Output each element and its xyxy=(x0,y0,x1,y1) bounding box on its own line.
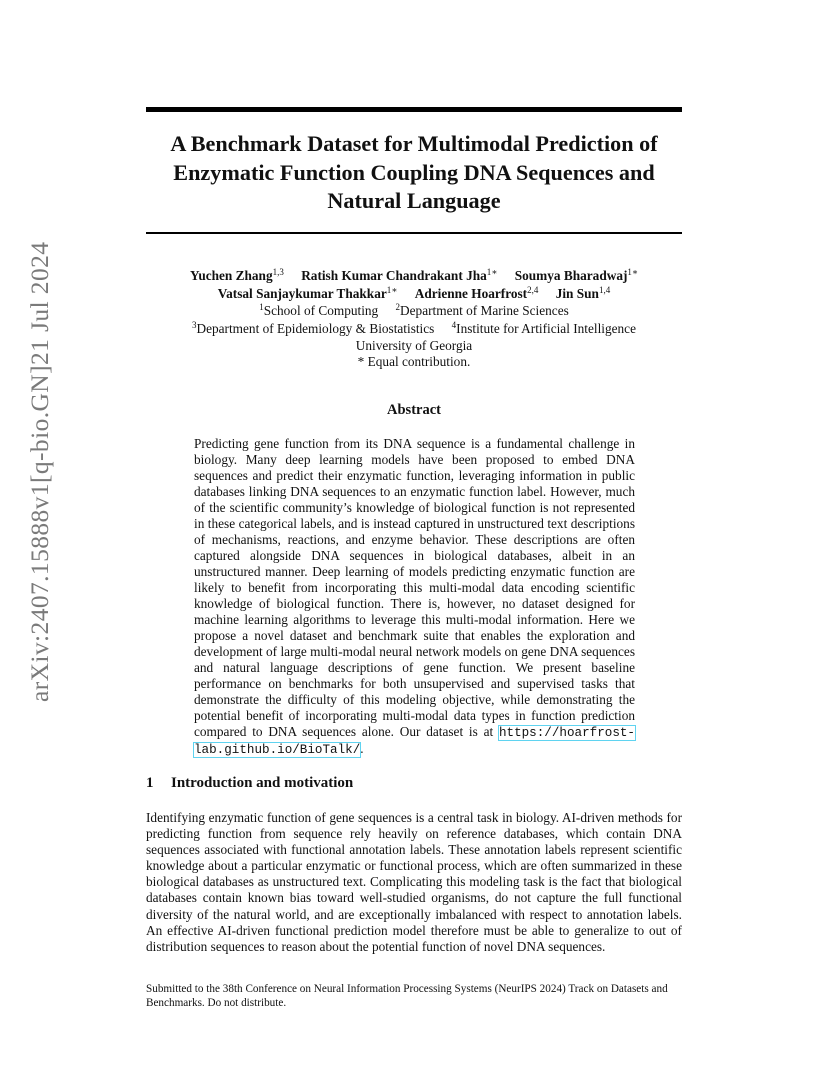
author-name: Adrienne Hoarfrost xyxy=(414,285,528,301)
author-row-1 xyxy=(146,268,682,286)
author-affil-sup: 1,4 xyxy=(598,284,611,295)
title-top-rule xyxy=(146,107,682,112)
abstract xyxy=(194,436,635,758)
affiliation: Department of Epidemiology & Biostatistics xyxy=(196,320,435,336)
arxiv-date: 21 Jul 2024 xyxy=(25,241,54,365)
submission-footnote: Submitted to the 38th Conference on Neural Information Processing Systems (NeurIPS 2024) Track on Datasets and Benchmarks. Do not distribute. xyxy=(146,983,668,1009)
section-title: Introduction and motivation xyxy=(171,775,354,791)
author-name: Vatsal Sanjaykumar Thakkar xyxy=(217,285,387,301)
abstract-heading: Abstract xyxy=(387,402,441,418)
title-bottom-rule xyxy=(146,232,682,234)
author-name: Jin Sun xyxy=(555,285,599,301)
author-affil-sup: 1,3 xyxy=(272,267,284,277)
section-paragraph: Identifying enzymatic function of gene sequences is a central task in biology. AI-driven methods for predicting function from sequence rely heavily on reference databases, which contain DNA sequences associated with functional annotation labels. These annotation labels represent scientific knowledge about a particular enzymatic or functional process, which are often summarized in these biological databases as unstructured text. Complicating this modeling task is the fact that biological databases contain known bias toward well-studied organisms, do not capture the full functional diversity of the natural world, and are exceptionally imbalanced with respect to annotation labels. An effective AI-driven functional prediction model therefore must be able to generalize to out of distribution sequences to reason about the potential function of novel DNA sequences. xyxy=(146,810,682,954)
author-name: Yuchen Zhang xyxy=(189,268,273,283)
author-affil-sup: 1∗ xyxy=(486,267,498,277)
affiliation: School of Computing xyxy=(263,303,379,318)
author-name: Soumya Bharadwaj xyxy=(514,268,628,283)
section-body xyxy=(146,810,682,955)
affil-sup: 3 xyxy=(192,319,197,330)
author-block xyxy=(146,268,682,369)
equal-contribution-note: * Equal contribution. xyxy=(357,353,471,369)
dataset-link[interactable]: https://hoarfrost-lab.github.io/BioTalk/ xyxy=(194,726,635,757)
author-affil-sup: 1∗ xyxy=(386,284,398,295)
affil-sup: 4 xyxy=(451,319,457,330)
affiliation-row-1 xyxy=(146,303,682,321)
section-heading xyxy=(146,775,682,792)
arxiv-category: [q-bio.GN] xyxy=(25,365,54,484)
affiliation-row-2 xyxy=(146,321,682,339)
dataset-sentence-prefix: Our dataset is at xyxy=(399,724,499,739)
affil-sup: 2 xyxy=(395,302,401,312)
arxiv-stamp xyxy=(20,241,60,702)
author-row-2 xyxy=(146,286,682,304)
university: University of Georgia xyxy=(355,338,473,353)
arxiv-id: arXiv:2407.15888v1 xyxy=(25,483,54,702)
section-number: 1 xyxy=(146,775,154,791)
paper-title: A Benchmark Dataset for Multimodal Prediction of Enzymatic Function Coupling DNA Sequences and Natural Language xyxy=(170,131,658,213)
abstract-text: Predicting gene function from its DNA sequence is a fundamental challenge in biology. Many deep learning models have been proposed to embed DNA sequences and predict their enzymatic function, leveraging information in public databases linking DNA sequences to an enzymatic function label. However, much of the scientific community’s knowledge of biological function is not represented in these categorical labels, and is instead captured in unstructured text descriptions of mechanisms, reactions, and enzyme behavior. These descriptions are often captured alongside DNA sequences in biological databases, albeit in an unstructured manner. Deep learning of models predicting enzymatic function are likely to benefit from incorporating this multi-modal data encoding scientific knowledge of biological function. There is, however, no dataset designed for machine learning algorithms to leverage this multi-modal information. Here we propose a novel dataset and benchmark suite that enables the exploration and development of large multi-modal neural network models on gene DNA sequences and natural language descriptions of gene function. We present baseline performance on benchmarks for both unsupervised and supervised tasks that demonstrate the difficulty of this modeling objective, while demonstrating the potential benefit of incorporating multi-modal data types in function prediction compared to DNA sequences alone. xyxy=(194,436,635,739)
dataset-sentence-suffix: . xyxy=(360,741,364,756)
author-affil-sup: 1∗ xyxy=(627,267,639,277)
affiliation: Department of Marine Sciences xyxy=(400,303,569,318)
affiliation: Institute for Artificial Intelligence xyxy=(456,320,636,336)
author-name: Ratish Kumar Chandrakant Jha xyxy=(301,268,487,283)
author-affil-sup: 2,4 xyxy=(527,284,539,295)
affil-sup: 1 xyxy=(259,302,264,312)
